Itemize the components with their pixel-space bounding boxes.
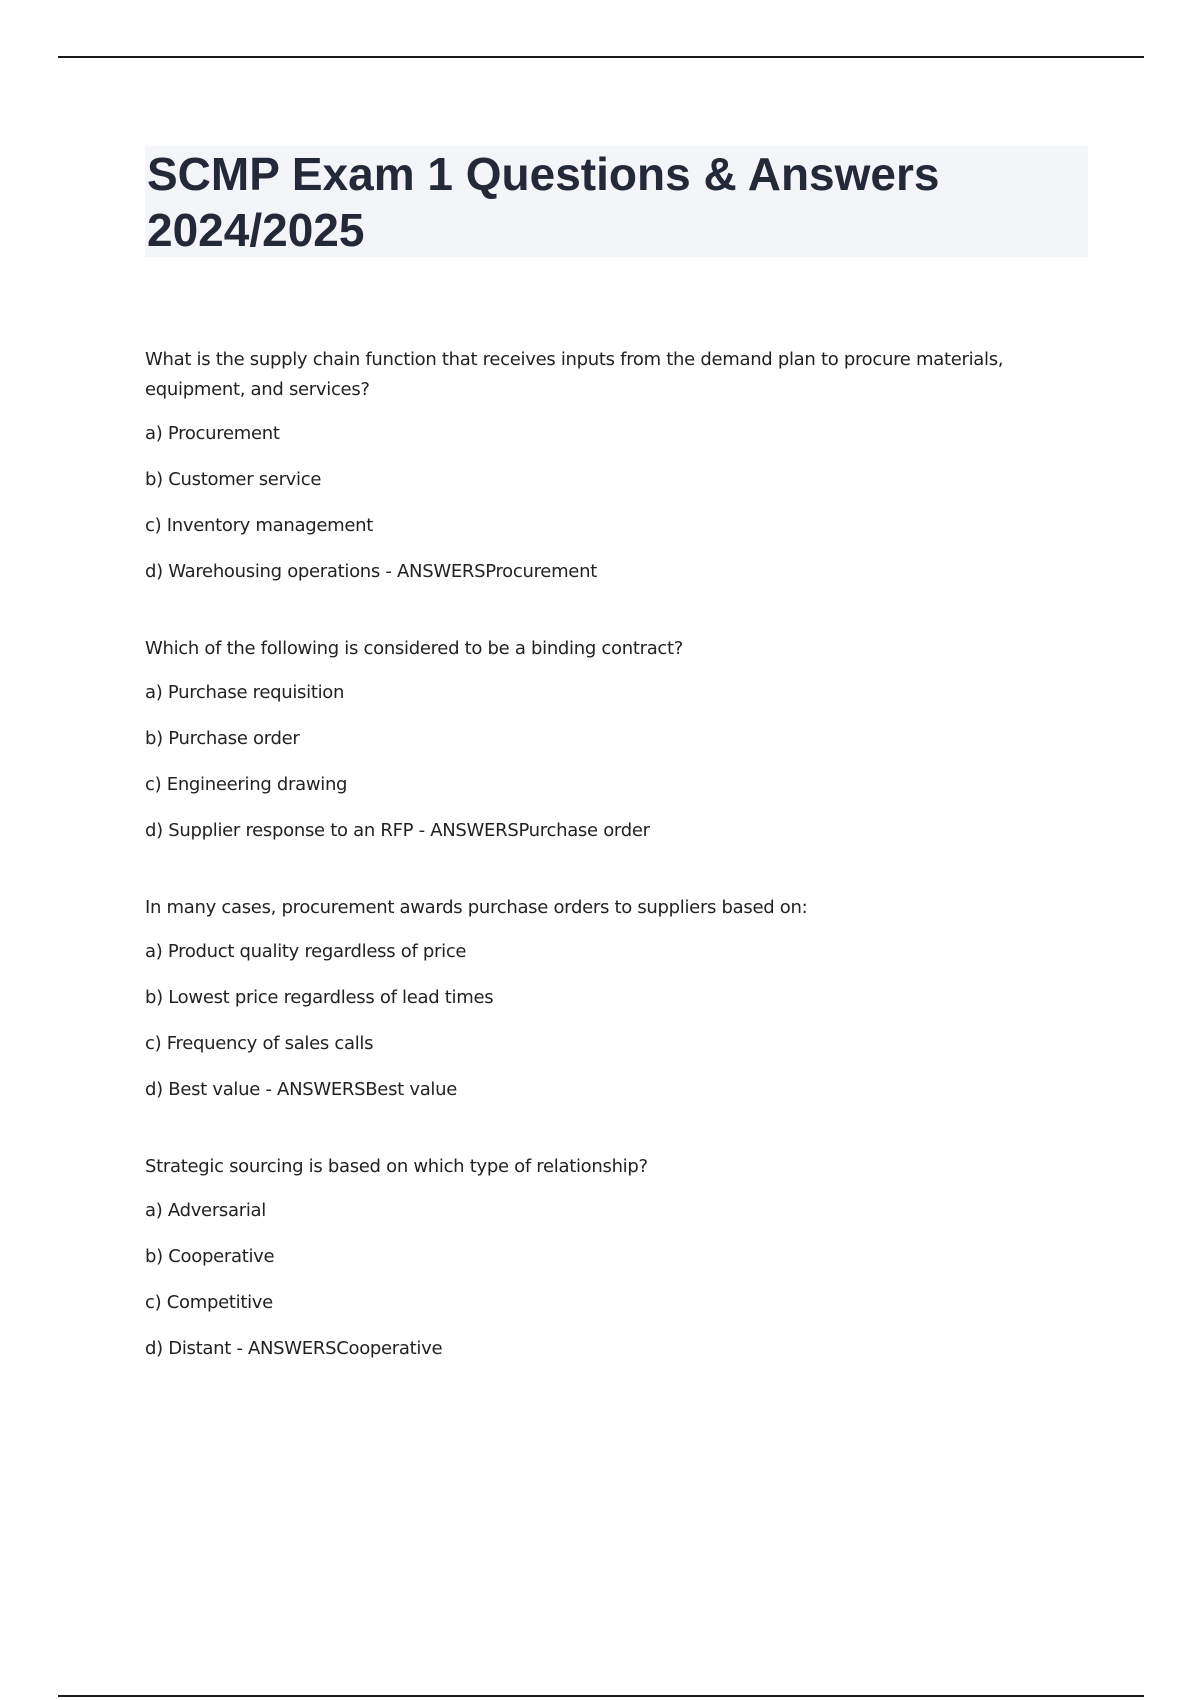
answer-option: b) Customer service bbox=[145, 469, 322, 490]
question-block bbox=[145, 1152, 1045, 1364]
document-title: SCMP Exam 1 Questions & Answers 2024/2025 bbox=[147, 148, 940, 256]
answer-option: c) Competitive bbox=[145, 1292, 273, 1313]
question-text: Which of the following is considered to be a binding contract? bbox=[145, 638, 684, 659]
question-text: What is the supply chain function that receives inputs from the demand plan to procure materials, equipment, and services? bbox=[145, 349, 1004, 400]
answer-option: a) Adversarial bbox=[145, 1200, 266, 1221]
question-block bbox=[145, 634, 1045, 846]
answer-option: b) Lowest price regardless of lead times bbox=[145, 987, 494, 1008]
answer-option: b) Cooperative bbox=[145, 1246, 275, 1267]
answer-option: d) Distant - ANSWERSCooperative bbox=[145, 1338, 443, 1359]
questions-list bbox=[145, 345, 1045, 1411]
answer-option: d) Warehousing operations - ANSWERSProcurement bbox=[145, 561, 597, 582]
answer-option: c) Frequency of sales calls bbox=[145, 1033, 374, 1054]
question-text: In many cases, procurement awards purchase orders to suppliers based on: bbox=[145, 897, 808, 918]
answer-option: a) Product quality regardless of price bbox=[145, 941, 467, 962]
title-banner bbox=[145, 146, 1088, 257]
top-divider bbox=[58, 56, 1144, 58]
answer-option: d) Supplier response to an RFP - ANSWERSPurchase order bbox=[145, 820, 650, 841]
answer-option: b) Purchase order bbox=[145, 728, 300, 749]
bottom-divider bbox=[58, 1695, 1144, 1697]
answer-option: c) Engineering drawing bbox=[145, 774, 348, 795]
answer-option: a) Purchase requisition bbox=[145, 682, 345, 703]
answer-option: d) Best value - ANSWERSBest value bbox=[145, 1079, 458, 1100]
answer-option: c) Inventory management bbox=[145, 515, 374, 536]
answer-option: a) Procurement bbox=[145, 423, 280, 444]
question-block bbox=[145, 345, 1045, 587]
question-text: Strategic sourcing is based on which type of relationship? bbox=[145, 1156, 648, 1177]
question-block bbox=[145, 893, 1045, 1105]
